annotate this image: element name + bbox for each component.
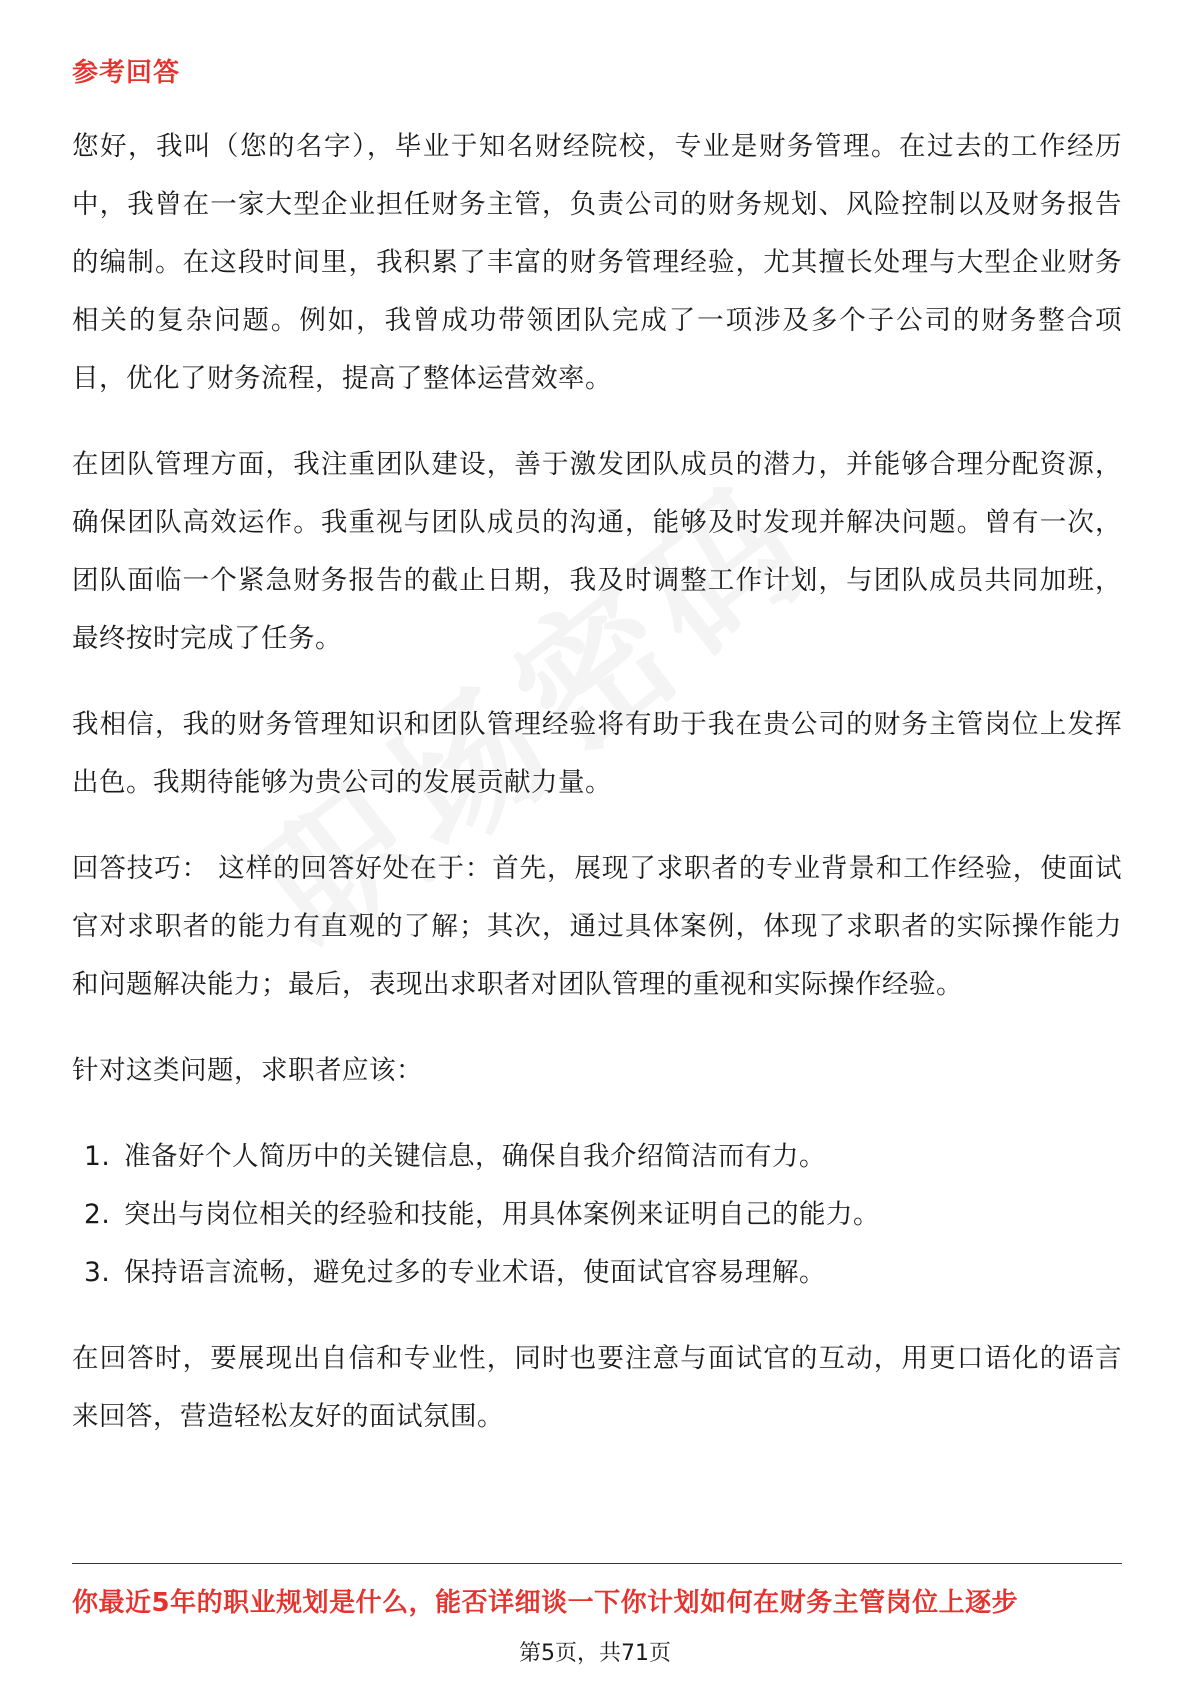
list-number: 3. [84,1257,111,1288]
section-heading: 参考回答 [72,58,181,88]
divider [72,1563,1122,1564]
advice-intro: 针对这类问题，求职者应该： [72,1055,423,1086]
list-text: 保持语言流畅，避免过多的专业术语，使面试官容易理解。 [124,1257,826,1288]
answer-paragraph-2: 在团队管理方面，我注重团队建设，善于激发团队成员的潜力，并能够合理分配资源，确保团队高效运作。我重视与团队成员的沟通，能够及时发现并解决问题。曾有一次，团队面临一个紧急财务报告的截止日期，我及时调整工作计划，与团队成员共同加班，最终按时完成了任务。 [72,449,1122,654]
closing-paragraph: 在回答时，要展现出自信和专业性，同时也要注意与面试官的互动，用更口语化的语言来回答，营造轻松友好的面试氛围。 [72,1343,1122,1432]
answer-content [72,118,1122,1474]
tips-paragraph: 回答技巧： 这样的回答好处在于：首先，展现了求职者的专业背景和工作经验，使面试官对求职者的能力有直观的了解；其次，通过具体案例，体现了求职者的实际操作能力和问题解决能力；最后，表现出求职者对团队管理的重视和实际操作经验。 [72,853,1122,1000]
answer-paragraph-1: 您好，我叫（您的名字），毕业于知名财经院校，专业是财务管理。在过去的工作经历中，我曾在一家大型企业担任财务主管，负责公司的财务规划、风险控制以及财务报告的编制。在这段时间里，我积累了丰富的财务管理经验，尤其擅长处理与大型企业财务相关的复杂问题。例如，我曾成功带领团队完成了一项涉及多个子公司的财务整合项目，优化了财务流程，提高了整体运营效率。 [72,131,1122,394]
list-text: 突出与岗位相关的经验和技能，用具体案例来证明自己的能力。 [124,1199,880,1230]
list-text: 准备好个人简历中的关键信息，确保自我介绍简洁而有力。 [124,1141,826,1172]
answer-paragraph-3: 我相信，我的财务管理知识和团队管理经验将有助于我在贵公司的财务主管岗位上发挥出色。我期待能够为贵公司的发展贡献力量。 [72,709,1122,798]
list-number: 1. [84,1141,111,1172]
advice-list [72,1128,1122,1302]
list-number: 2. [84,1199,111,1230]
page-number: 第5页，共71页 [519,1641,671,1666]
list-item [72,1128,1122,1186]
next-question-heading: 你最近5年的职业规划是什么，能否详细谈一下你计划如何在财务主管岗位上逐步 [72,1588,1019,1618]
list-item [72,1244,1122,1302]
list-item [72,1186,1122,1244]
